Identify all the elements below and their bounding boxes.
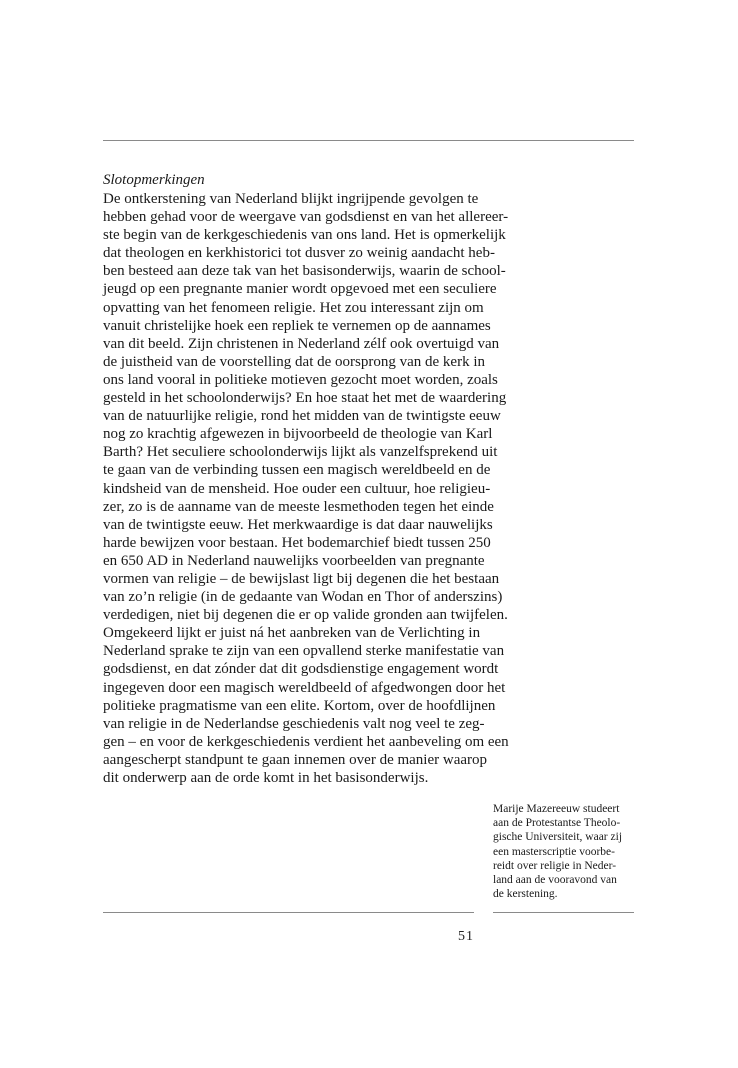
body-line: jeugd op een pregnante manier wordt opgevoed met een seculiere xyxy=(103,281,497,298)
body-line: de juistheid van de voorstelling dat de oorsprong van de kerk in xyxy=(103,353,485,370)
body-line: politieke pragmatisme van een elite. Kortom, over de hoofdlijnen xyxy=(103,697,496,714)
body-line: opvatting van het fenomeen religie. Het zou interessant zijn om xyxy=(103,299,484,316)
body-line: van religie in de Nederlandse geschiedenis valt nog veel te zeg- xyxy=(103,715,485,732)
body-line: Barth? Het seculiere schoolonderwijs lijkt als vanzelfsprekend uit xyxy=(103,444,498,461)
body-line: ingegeven door een magisch wereldbeeld of afgedwongen door het xyxy=(103,679,506,696)
body-paragraph xyxy=(103,190,509,787)
bottom-divider-main xyxy=(103,912,474,913)
body-line: godsdienst, en dat zónder dat dit godsdienstige engagement wordt xyxy=(103,661,499,678)
body-line: kindsheid van de mensheid. Hoe ouder een cultuur, hoe religieu- xyxy=(103,480,491,497)
body-line: zer, zo is de aanname van de meeste lesmethoden tegen het einde xyxy=(103,498,494,515)
body-line: van de natuurlijke religie, rond het midden van de twintigste eeuw xyxy=(103,408,501,425)
author-note-line: een masterscriptie voorbe- xyxy=(493,845,615,858)
body-line: ons land vooral in politieke motieven gezocht moet worden, zoals xyxy=(103,371,498,388)
author-note xyxy=(493,802,638,901)
author-note-line: land aan de vooravond van xyxy=(493,874,617,887)
body-line: van dit beeld. Zijn christenen in Nederland zélf ook overtuigd van xyxy=(103,335,500,352)
body-line: gesteld in het schoolonderwijs? En hoe staat het met de waardering xyxy=(103,390,507,407)
body-line: Omgekeerd lijkt er juist ná het aanbreken van de Verlichting in xyxy=(103,625,481,642)
body-line: en 650 AD in Nederland nauwelijks voorbeelden van pregnante xyxy=(103,552,485,569)
body-line: dat theologen en kerkhistorici tot dusver zo weinig aandacht heb- xyxy=(103,245,495,262)
body-line: verdedigen, niet bij degenen die er op valide gronden aan twijfelen. xyxy=(103,607,508,624)
body-line: te gaan van de verbinding tussen een magisch wereldbeeld en de xyxy=(103,462,491,479)
body-line: van de twintigste eeuw. Het merkwaardige is dat daar nauwelijks xyxy=(103,516,493,533)
body-line: ste begin van de kerkgeschiedenis van ons land. Het is opmerkelijk xyxy=(103,227,506,244)
body-line: van zo’n religie (in de gedaante van Wodan en Thor of anderszins) xyxy=(103,589,503,606)
author-note-line: gische Universiteit, waar zij xyxy=(493,831,623,844)
body-line: nog zo krachtig afgewezen in bijvoorbeeld de theologie van Karl xyxy=(103,426,493,443)
author-note-line: reidt over religie in Neder- xyxy=(493,859,617,872)
body-line: De ontkerstening van Nederland blijkt ingrijpende gevolgen te xyxy=(103,191,479,207)
body-line: gen – en voor de kerkgeschiedenis verdient het aanbeveling om een xyxy=(103,733,509,750)
body-line: ben besteed aan deze tak van het basisonderwijs, waarin de school- xyxy=(103,263,506,280)
bottom-divider-note xyxy=(493,912,634,913)
author-note-line: aan de Protestantse Theolo- xyxy=(493,817,621,830)
author-note-line: de kerstening. xyxy=(493,888,558,901)
body-line: aangescherpt standpunt te gaan innemen over de manier waarop xyxy=(103,751,488,768)
author-note-line: Marije Mazereeuw studeert xyxy=(493,803,620,815)
body-line: vanuit christelijke hoek een repliek te vernemen op de aannames xyxy=(103,317,491,334)
body-line: hebben gehad voor de weergave van godsdienst en van het allereer- xyxy=(103,209,509,226)
page-number: 51 xyxy=(458,929,474,944)
body-line: harde bewijzen voor bestaan. Het bodemarchief biedt tussen 250 xyxy=(103,534,491,551)
section-heading: Slotopmerkingen xyxy=(103,172,205,188)
body-line: Nederland sprake te zijn van een opvallend sterke manifestatie van xyxy=(103,643,505,660)
top-divider xyxy=(103,140,634,141)
body-line: dit onderwerp aan de orde komt in het basisonderwijs. xyxy=(103,770,429,786)
body-line: vormen van religie – de bewijslast ligt bij degenen die het bestaan xyxy=(103,570,500,587)
